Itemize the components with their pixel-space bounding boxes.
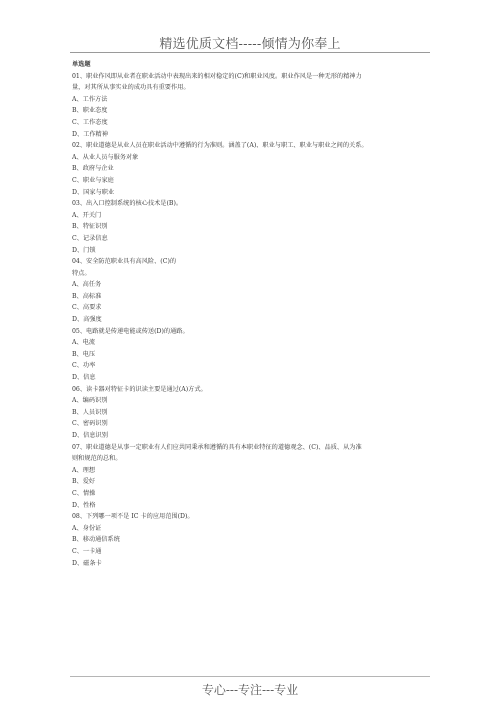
- text-line: B、高标准: [72, 292, 102, 300]
- text-line: A、开关门: [72, 211, 102, 219]
- section-title: 单选题: [72, 61, 91, 68]
- text-line: A、高任务: [72, 281, 102, 289]
- question-text: 04、安全防范职业具有高风险、(C)的: [72, 258, 177, 266]
- text-line: B、爱好: [72, 478, 96, 486]
- text-line: D、高强度: [72, 316, 102, 324]
- text-line: C、功率: [72, 362, 96, 370]
- text-line: 则和规范的总和。: [72, 455, 122, 463]
- text-line: D、信息: [72, 374, 96, 382]
- question-text: 07、职业道德是从事一定职业有人们应共同秉承和遵循的具有本职业特征的道德观念、(C)、品质、从为准: [72, 443, 362, 451]
- text-line: C、密码识别: [72, 420, 108, 428]
- question-text: 08、下列哪一项不是 IC 卡的应用范围(D)。: [72, 513, 194, 521]
- page-header-title: 精选优质文档-----倾情为你奉上: [159, 37, 341, 52]
- question-text: 03、出入口控制系统的核心技术是(B)。: [72, 200, 183, 208]
- text-line: A、工作方法: [72, 95, 108, 103]
- text-line: B、特征识别: [72, 223, 108, 231]
- question-text: 01、职业作风即从业者在职业活动中表现出来的相对稳定的(C)和职业风度。职业作风是一种无形的精神力: [72, 72, 362, 80]
- text-line: A、理想: [72, 466, 96, 474]
- text-line: D、信息识别: [72, 432, 108, 439]
- text-line: 量，对其所从事实业的成功具有重要作用。: [72, 84, 190, 92]
- text-line: C、记录信息: [72, 234, 108, 242]
- question-text: 06、读卡器对特征卡的识读主要是通过(A)方式。: [72, 385, 207, 393]
- text-line: D、磁条卡: [72, 559, 102, 567]
- text-line: D、门锁: [72, 246, 96, 254]
- question-text: 05、电路就是传递电能或传送(D)的通路。: [72, 327, 189, 335]
- text-line: C、一卡通: [72, 547, 102, 555]
- text-line: C、职业与家庭: [72, 176, 114, 184]
- text-line: C、情操: [72, 489, 96, 497]
- text-line: B、人员识别: [72, 408, 108, 416]
- text-line: A、从业人员与服务对象: [72, 153, 139, 161]
- text-line: D、国家与职业: [72, 188, 115, 196]
- text-line: C、高要求: [72, 304, 102, 312]
- text-line: D、工作精神: [72, 130, 108, 138]
- text-line: D、性格: [72, 501, 96, 509]
- header-divider: [70, 52, 430, 53]
- text-line: B、移动通信系统: [72, 536, 120, 544]
- question-list: [72, 71, 432, 570]
- text-line: C、工作态度: [72, 118, 108, 126]
- text-line: B、职业态度: [72, 107, 108, 115]
- text-line: A、编码识别: [72, 397, 108, 405]
- text-line: B、政府与企业: [72, 165, 114, 173]
- page-footer-text: 专心---专注---专业: [201, 683, 299, 697]
- question-text: 02、职业道德是从业人员在职业活动中遵循的行为准则。涵盖了(A)、职业与职工、职业与职业之间的关系。: [72, 142, 368, 150]
- text-line: B、电压: [72, 350, 96, 358]
- footer-divider: [70, 676, 430, 677]
- text-line: 特点。: [72, 269, 91, 277]
- text-line: A、身份证: [72, 524, 102, 532]
- text-line: A、电流: [72, 339, 96, 347]
- document-body: [72, 59, 432, 569]
